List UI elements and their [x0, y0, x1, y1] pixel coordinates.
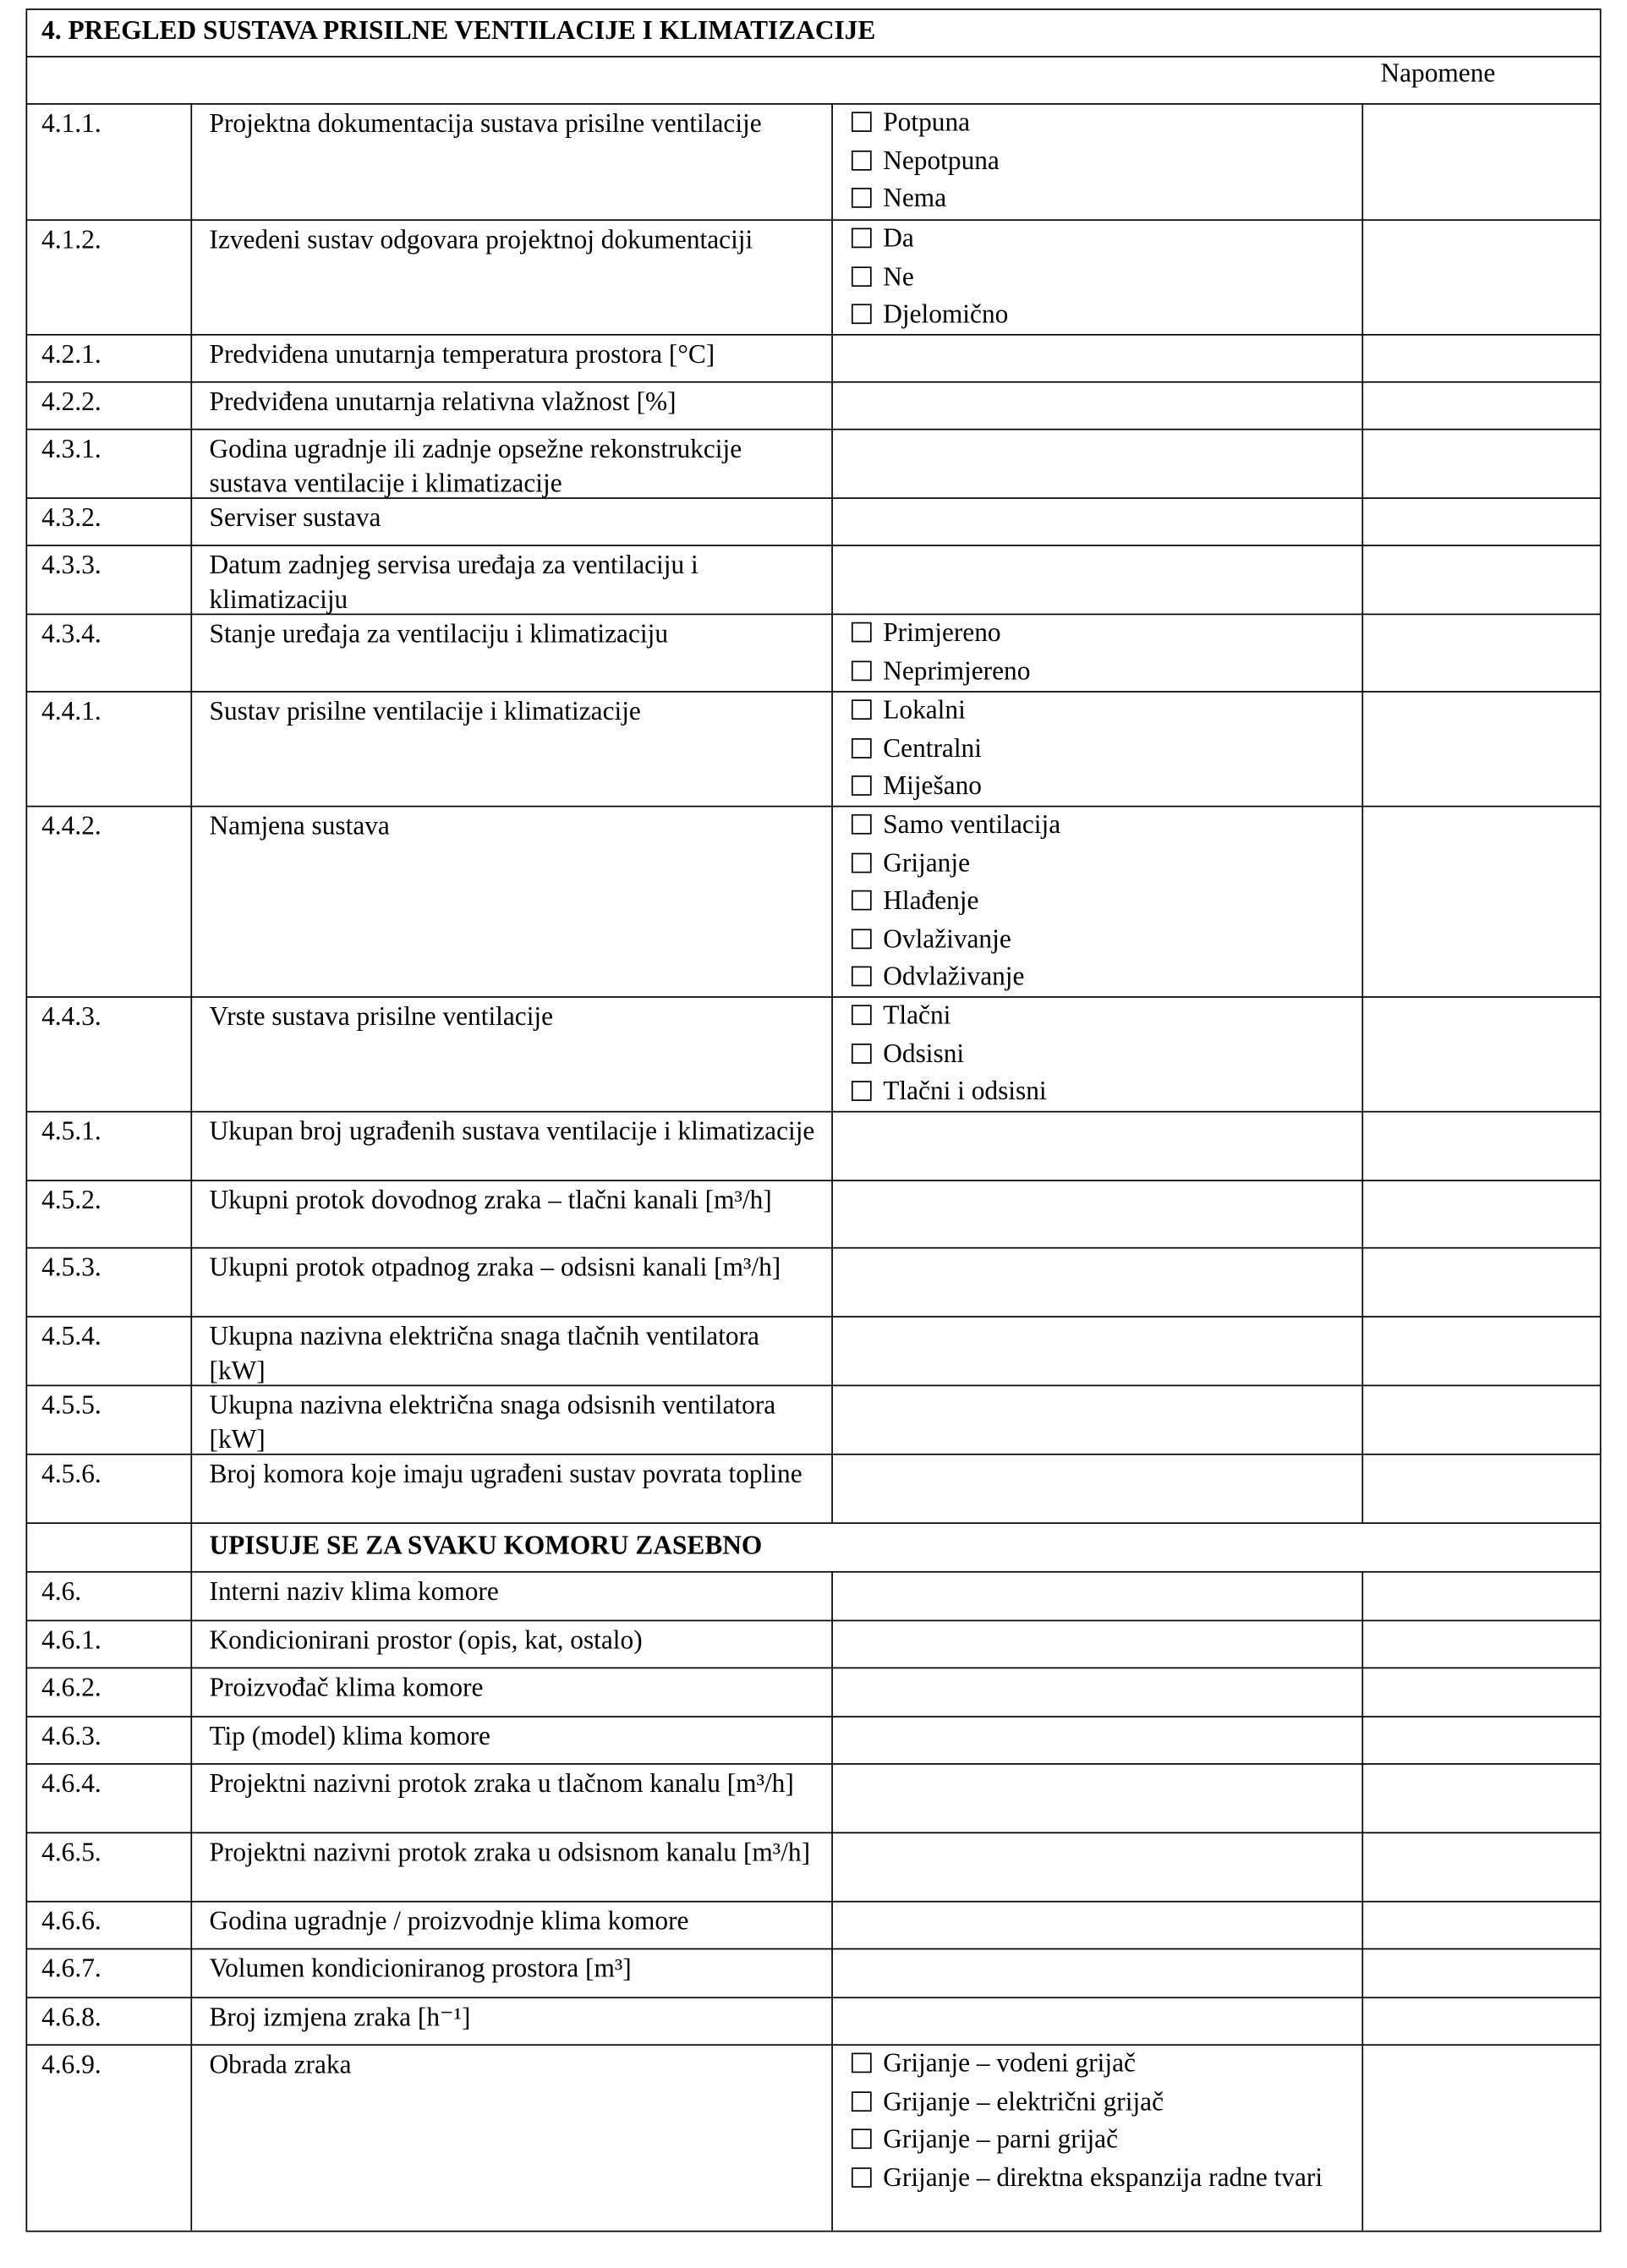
notes-field[interactable] [1365, 431, 1597, 495]
column-divider [1361, 691, 1363, 806]
item-number: 4.4.1. [41, 698, 101, 727]
option-checkbox[interactable] [852, 299, 1339, 334]
column-divider [1361, 1111, 1363, 1180]
row-divider [26, 1247, 1602, 1249]
column-divider [1361, 334, 1363, 381]
column-divider [831, 1716, 833, 1763]
option-label: Tlačni [883, 1001, 951, 1031]
item-number: 4.5.6. [41, 1460, 101, 1490]
item-number: 4.3.4. [41, 621, 101, 649]
item-number: 4.5.1. [41, 1118, 101, 1148]
option-checkbox[interactable] [852, 616, 1339, 652]
option-label: Neprimjereno [883, 657, 1031, 687]
column-divider [831, 1454, 833, 1522]
checkbox-icon[interactable] [852, 2053, 872, 2074]
column-divider [190, 1454, 192, 1522]
item-number: 4.6.5. [41, 1838, 101, 1868]
notes-field[interactable] [1365, 222, 1597, 331]
item-number: 4.4.2. [41, 813, 101, 842]
notes-field[interactable] [1365, 2000, 1597, 2041]
checkbox-icon[interactable] [852, 852, 872, 873]
option-checkbox[interactable] [852, 260, 1339, 296]
section-note: UPISUJE SE ZA SVAKU KOMORU ZASEBNO [209, 1532, 763, 1562]
option-label: Ovlaživanje [883, 925, 1011, 955]
row-divider [26, 1832, 1602, 1833]
item-number: 4.6.4. [41, 1770, 101, 1800]
row-divider [26, 1668, 1602, 1669]
option-checkbox[interactable] [852, 2123, 1339, 2159]
option-checkbox[interactable] [852, 106, 1339, 141]
item-number: 4.6.9. [41, 2051, 101, 2080]
notes-field[interactable] [1365, 1250, 1597, 1313]
column-divider [831, 1832, 833, 1900]
column-divider [1361, 1620, 1363, 1668]
column-divider [831, 497, 833, 545]
column-divider [831, 1316, 833, 1384]
item-number: 4.2.2. [41, 388, 101, 418]
value-field[interactable] [835, 1766, 1359, 1829]
column-divider [190, 1948, 192, 1997]
column-divider [1361, 996, 1363, 1111]
row-divider [26, 1180, 1602, 1181]
column-divider [1361, 1716, 1363, 1763]
item-label: Volumen kondicioniranog prostora [m³] [209, 1955, 632, 1985]
row-divider [26, 429, 1602, 430]
column-divider [831, 1668, 833, 1717]
checkbox-icon[interactable] [852, 814, 872, 835]
checkbox-icon[interactable] [852, 737, 872, 758]
column-divider [1361, 806, 1363, 996]
column-divider [190, 1180, 192, 1247]
checkbox-icon[interactable] [852, 304, 872, 324]
column-divider [831, 1620, 833, 1668]
option-label: Miješano [883, 772, 982, 802]
notes-field[interactable] [1365, 616, 1597, 688]
checkbox-icon[interactable] [852, 228, 872, 249]
column-divider [831, 1571, 833, 1620]
column-divider [190, 691, 192, 806]
option-label: Grijanje – vodeni grijač [883, 2050, 1136, 2079]
column-divider [190, 334, 192, 381]
row-divider [26, 1522, 1602, 1524]
column-divider [1361, 381, 1363, 429]
notes-field[interactable] [1365, 693, 1597, 803]
column-divider [1361, 1668, 1363, 1717]
notes-field[interactable] [1365, 2047, 1597, 2228]
column-divider [190, 1571, 192, 1620]
checkbox-icon[interactable] [852, 1043, 872, 1063]
section-title: 4. PREGLED SUSTAVA PRISILNE VENTILACIJE I KLIMATIZACIJE [41, 17, 876, 47]
column-divider [190, 545, 192, 613]
column-divider [190, 429, 192, 497]
column-divider [831, 1111, 833, 1180]
column-divider [831, 691, 833, 806]
option-label: Hlađenje [883, 887, 979, 917]
option-checkbox[interactable] [852, 182, 1339, 217]
checkbox-icon[interactable] [852, 890, 872, 911]
column-divider [190, 103, 192, 219]
column-divider [190, 1385, 192, 1454]
column-divider [831, 614, 833, 692]
column-divider [1361, 1901, 1363, 1948]
value-field[interactable] [835, 337, 1359, 378]
option-label: Grijanje – parni grijač [883, 2125, 1119, 2155]
column-divider [1361, 219, 1363, 334]
column-divider [190, 1832, 192, 1900]
column-divider [1361, 1832, 1363, 1900]
value-field[interactable] [835, 2000, 1359, 2041]
item-label: Ukupan broj ugrađenih sustava ventilacije i klimatizacije [209, 1118, 815, 1148]
column-divider [190, 1997, 192, 2044]
item-number: 4.6. [41, 1578, 82, 1608]
item-number: 4.6.2. [41, 1674, 101, 1703]
checkbox-icon[interactable] [852, 2090, 872, 2111]
item-number: 4.5.4. [41, 1323, 101, 1352]
item-number: 4.5.3. [41, 1254, 101, 1284]
item-label: Ukupna nazivna električna snaga tlačnih ventilatora [kW] [209, 1323, 759, 1387]
row-divider [26, 691, 1602, 693]
option-checkbox[interactable] [852, 144, 1339, 179]
item-label: Ukupna nazivna električna snaga odsisnih ventilatora [kW] [209, 1392, 776, 1455]
notes-field[interactable] [1365, 501, 1597, 542]
option-label: Lokalni [883, 696, 966, 726]
item-label: Predviđena unutarnja relativna vlažnost [%] [209, 388, 677, 418]
column-divider [1361, 1571, 1363, 1620]
item-label: Broj izmjena zraka [h⁻¹] [209, 2003, 471, 2033]
item-label: Stanje uređaja za ventilaciju i klimatizaciju [209, 621, 669, 649]
column-divider [831, 1180, 833, 1247]
notes-field[interactable] [1365, 1904, 1597, 1945]
option-label: Grijanje [883, 849, 971, 879]
column-divider [190, 1111, 192, 1180]
checkbox-icon[interactable] [852, 266, 872, 286]
column-divider [1361, 1763, 1363, 1832]
column-divider [190, 381, 192, 429]
value-field[interactable] [835, 548, 1359, 611]
column-divider [831, 1997, 833, 2044]
column-divider [190, 614, 192, 692]
option-checkbox[interactable] [852, 1037, 1339, 1072]
value-field[interactable] [835, 1319, 1359, 1383]
notes-header: Napomene [1380, 60, 1496, 90]
value-field[interactable] [835, 1719, 1359, 1761]
row-divider [26, 1454, 1602, 1455]
row-divider [26, 1716, 1602, 1717]
item-number: 4.6.3. [41, 1723, 101, 1752]
column-divider [190, 2044, 192, 2230]
value-field[interactable] [835, 1114, 1359, 1177]
notes-field[interactable] [1365, 1766, 1597, 1829]
row-divider [26, 545, 1602, 546]
notes-field[interactable] [1365, 1574, 1597, 1617]
option-label: Tlačni i odsisni [883, 1077, 1047, 1107]
value-field[interactable] [835, 1835, 1359, 1898]
value-field[interactable] [835, 1183, 1359, 1245]
column-divider [1361, 614, 1363, 692]
column-divider [1361, 103, 1363, 219]
column-divider [1361, 1385, 1363, 1454]
column-divider [1361, 1997, 1363, 2044]
option-checkbox[interactable] [852, 222, 1339, 258]
notes-field[interactable] [1365, 337, 1597, 378]
item-label: Ukupni protok dovodnog zraka – tlačni kanali [m³/h] [209, 1186, 772, 1216]
value-field[interactable] [835, 431, 1359, 495]
notes-field[interactable] [1365, 1319, 1597, 1383]
row-divider [26, 1385, 1602, 1387]
row-divider [26, 2044, 1602, 2046]
column-divider [190, 1247, 192, 1316]
item-label: Broj komora koje imaju ugrađeni sustav povrata topline [209, 1460, 803, 1490]
option-checkbox[interactable] [852, 731, 1339, 767]
option-label: Odsisni [883, 1039, 965, 1069]
value-field[interactable] [835, 1670, 1359, 1713]
item-label: Datum zadnjeg servisa uređaja za ventilaciju i klimatizaciju [209, 551, 698, 616]
row-divider [26, 806, 1602, 808]
column-divider [831, 545, 833, 613]
column-divider [190, 1620, 192, 1668]
notes-field[interactable] [1365, 106, 1597, 216]
notes-field[interactable] [1365, 384, 1597, 425]
value-field[interactable] [835, 1574, 1359, 1617]
item-label: Vrste sustava prisilne ventilacije [209, 1003, 554, 1033]
column-divider [190, 1316, 192, 1384]
row-divider [26, 497, 1602, 499]
item-label: Godina ugradnje / proizvodnje klima komore [209, 1908, 689, 1937]
column-divider [1361, 497, 1363, 545]
value-field[interactable] [835, 1904, 1359, 1945]
notes-field[interactable] [1365, 1951, 1597, 1994]
value-field[interactable] [835, 1250, 1359, 1313]
item-label: Predviđena unutarnja temperatura prostora [°C] [209, 341, 715, 370]
column-divider [1361, 1454, 1363, 1522]
row-divider [26, 1316, 1602, 1318]
column-divider [1361, 545, 1363, 613]
option-checkbox[interactable] [852, 2085, 1339, 2121]
option-checkbox[interactable] [852, 885, 1339, 920]
column-divider [190, 806, 192, 996]
checkbox-icon[interactable] [852, 622, 872, 643]
item-label: Kondicionirani prostor (opis, kat, ostalo) [209, 1627, 643, 1656]
checkbox-icon[interactable] [852, 1005, 872, 1025]
checkbox-icon[interactable] [852, 929, 872, 949]
column-divider [1361, 429, 1363, 497]
item-number: 4.6.8. [41, 2003, 101, 2033]
notes-field[interactable] [1365, 1670, 1597, 1713]
option-checkbox[interactable] [852, 1000, 1339, 1035]
column-divider [190, 1522, 192, 1571]
option-checkbox[interactable] [852, 2047, 1339, 2083]
column-divider [831, 219, 833, 334]
checkbox-icon[interactable] [852, 699, 872, 720]
checkbox-icon[interactable] [852, 150, 872, 170]
notes-field[interactable] [1365, 1719, 1597, 1761]
row-divider [26, 103, 1602, 105]
checkbox-icon[interactable] [852, 1081, 872, 1101]
notes-field[interactable] [1365, 1623, 1597, 1664]
notes-field[interactable] [1365, 1114, 1597, 1177]
item-number: 4.3.2. [41, 504, 101, 534]
item-label: Izvedeni sustav odgovara projektnoj dokumentaciji [209, 226, 753, 255]
item-label: Namjena sustava [209, 813, 390, 842]
row-divider [26, 1763, 1602, 1765]
row-divider [26, 1997, 1602, 1998]
column-divider [831, 103, 833, 219]
item-label: Ukupni protok otpadnog zraka – odsisni kanali [m³/h] [209, 1254, 781, 1284]
option-label: Samo ventilacija [883, 811, 1061, 841]
option-label: Djelomično [883, 300, 1009, 330]
column-divider [831, 334, 833, 381]
option-label: Centralni [883, 734, 982, 764]
row-divider [26, 1620, 1602, 1622]
item-label: Projektni nazivni protok zraka u odsisnom kanalu [m³/h] [209, 1838, 811, 1868]
item-number: 4.1.1. [41, 110, 101, 140]
column-divider [190, 1668, 192, 1717]
column-divider [1361, 2044, 1363, 2230]
column-divider [1361, 1180, 1363, 1247]
item-label: Obrada zraka [209, 2051, 352, 2080]
option-label: Ne [883, 263, 914, 292]
checkbox-icon[interactable] [852, 112, 872, 132]
column-divider [831, 1901, 833, 1948]
notes-field[interactable] [1365, 1388, 1597, 1451]
option-checkbox[interactable] [852, 961, 1339, 996]
notes-field[interactable] [1365, 1183, 1597, 1245]
option-checkbox[interactable] [852, 1075, 1339, 1110]
column-divider [831, 996, 833, 1111]
column-divider [190, 219, 192, 334]
item-label: Tip (model) klima komore [209, 1723, 490, 1752]
checkbox-icon[interactable] [852, 188, 872, 208]
column-divider [190, 1763, 192, 1832]
item-number: 4.5.2. [41, 1186, 101, 1216]
item-label: Serviser sustava [209, 504, 381, 534]
item-number: 4.3.1. [41, 436, 101, 465]
item-number: 4.6.7. [41, 1955, 101, 1985]
row-divider [26, 334, 1602, 336]
item-label: Sustav prisilne ventilacije i klimatizacije [209, 698, 641, 727]
value-field[interactable] [835, 1388, 1359, 1451]
value-field[interactable] [835, 1951, 1359, 1994]
column-divider [831, 429, 833, 497]
column-divider [831, 806, 833, 996]
checkbox-icon[interactable] [852, 775, 872, 796]
item-number: 4.6.6. [41, 1908, 101, 1937]
option-label: Odvlaživanje [883, 963, 1025, 993]
notes-field[interactable] [1365, 1000, 1597, 1109]
option-label: Primjereno [883, 619, 1001, 649]
notes-field[interactable] [1365, 808, 1597, 994]
column-divider [831, 1948, 833, 1997]
column-divider [831, 1763, 833, 1832]
row-divider [26, 1111, 1602, 1113]
column-divider [1361, 1247, 1363, 1316]
item-number: 4.5.5. [41, 1392, 101, 1421]
row-divider [26, 381, 1602, 383]
item-number: 4.6.1. [41, 1627, 101, 1656]
option-checkbox[interactable] [852, 693, 1339, 729]
item-label: Projektni nazivni protok zraka u tlačnom kanalu [m³/h] [209, 1770, 794, 1800]
row-divider [26, 1571, 1602, 1573]
item-label: Interni naziv klima komore [209, 1578, 499, 1608]
notes-field[interactable] [1365, 1456, 1597, 1520]
column-divider [190, 497, 192, 545]
checkbox-icon[interactable] [852, 660, 872, 681]
item-label: Proizvođač klima komore [209, 1674, 484, 1703]
item-number: 4.2.1. [41, 341, 101, 370]
item-number: 4.3.3. [41, 551, 101, 581]
notes-field[interactable] [1365, 548, 1597, 611]
option-checkbox[interactable] [852, 923, 1339, 958]
option-checkbox[interactable] [852, 2161, 1339, 2197]
option-label: Nema [883, 184, 947, 214]
item-number: 4.1.2. [41, 226, 101, 255]
column-divider [831, 2044, 833, 2230]
column-divider [190, 1716, 192, 1763]
value-field[interactable] [835, 1456, 1359, 1520]
option-checkbox[interactable] [852, 808, 1339, 844]
row-divider [26, 1901, 1602, 1903]
value-field[interactable] [835, 1623, 1359, 1664]
option-checkbox[interactable] [852, 770, 1339, 805]
item-number: 4.4.3. [41, 1003, 101, 1033]
column-divider [190, 1901, 192, 1948]
row-divider [26, 1948, 1602, 1950]
option-checkbox[interactable] [852, 846, 1339, 882]
option-label: Grijanje – direktna ekspanzija radne tvari [883, 2163, 1323, 2193]
row-divider [26, 219, 1602, 221]
option-label: Da [883, 225, 914, 255]
divider [26, 56, 1602, 58]
option-checkbox[interactable] [852, 655, 1339, 690]
notes-field[interactable] [1365, 1835, 1597, 1898]
row-divider [26, 996, 1602, 998]
option-label: Nepotpuna [883, 146, 1000, 176]
item-label: Projektna dokumentacija sustava prisilne ventilacije [209, 110, 762, 140]
column-divider [831, 1385, 833, 1454]
column-divider [1361, 1316, 1363, 1384]
item-label: Godina ugradnje ili zadnje opsežne rekonstrukcije sustava ventilacije i klimatizacije [209, 436, 742, 499]
column-divider [190, 996, 192, 1111]
column-divider [831, 1247, 833, 1316]
option-label: Grijanje – električni grijač [883, 2088, 1164, 2117]
checkbox-icon[interactable] [852, 2128, 872, 2149]
column-divider [831, 381, 833, 429]
option-label: Potpuna [883, 108, 971, 138]
column-divider [1361, 1948, 1363, 1997]
value-field[interactable] [835, 501, 1359, 542]
value-field[interactable] [835, 384, 1359, 425]
row-divider [26, 614, 1602, 616]
checkbox-icon[interactable] [852, 967, 872, 987]
checkbox-icon[interactable] [852, 2167, 872, 2187]
